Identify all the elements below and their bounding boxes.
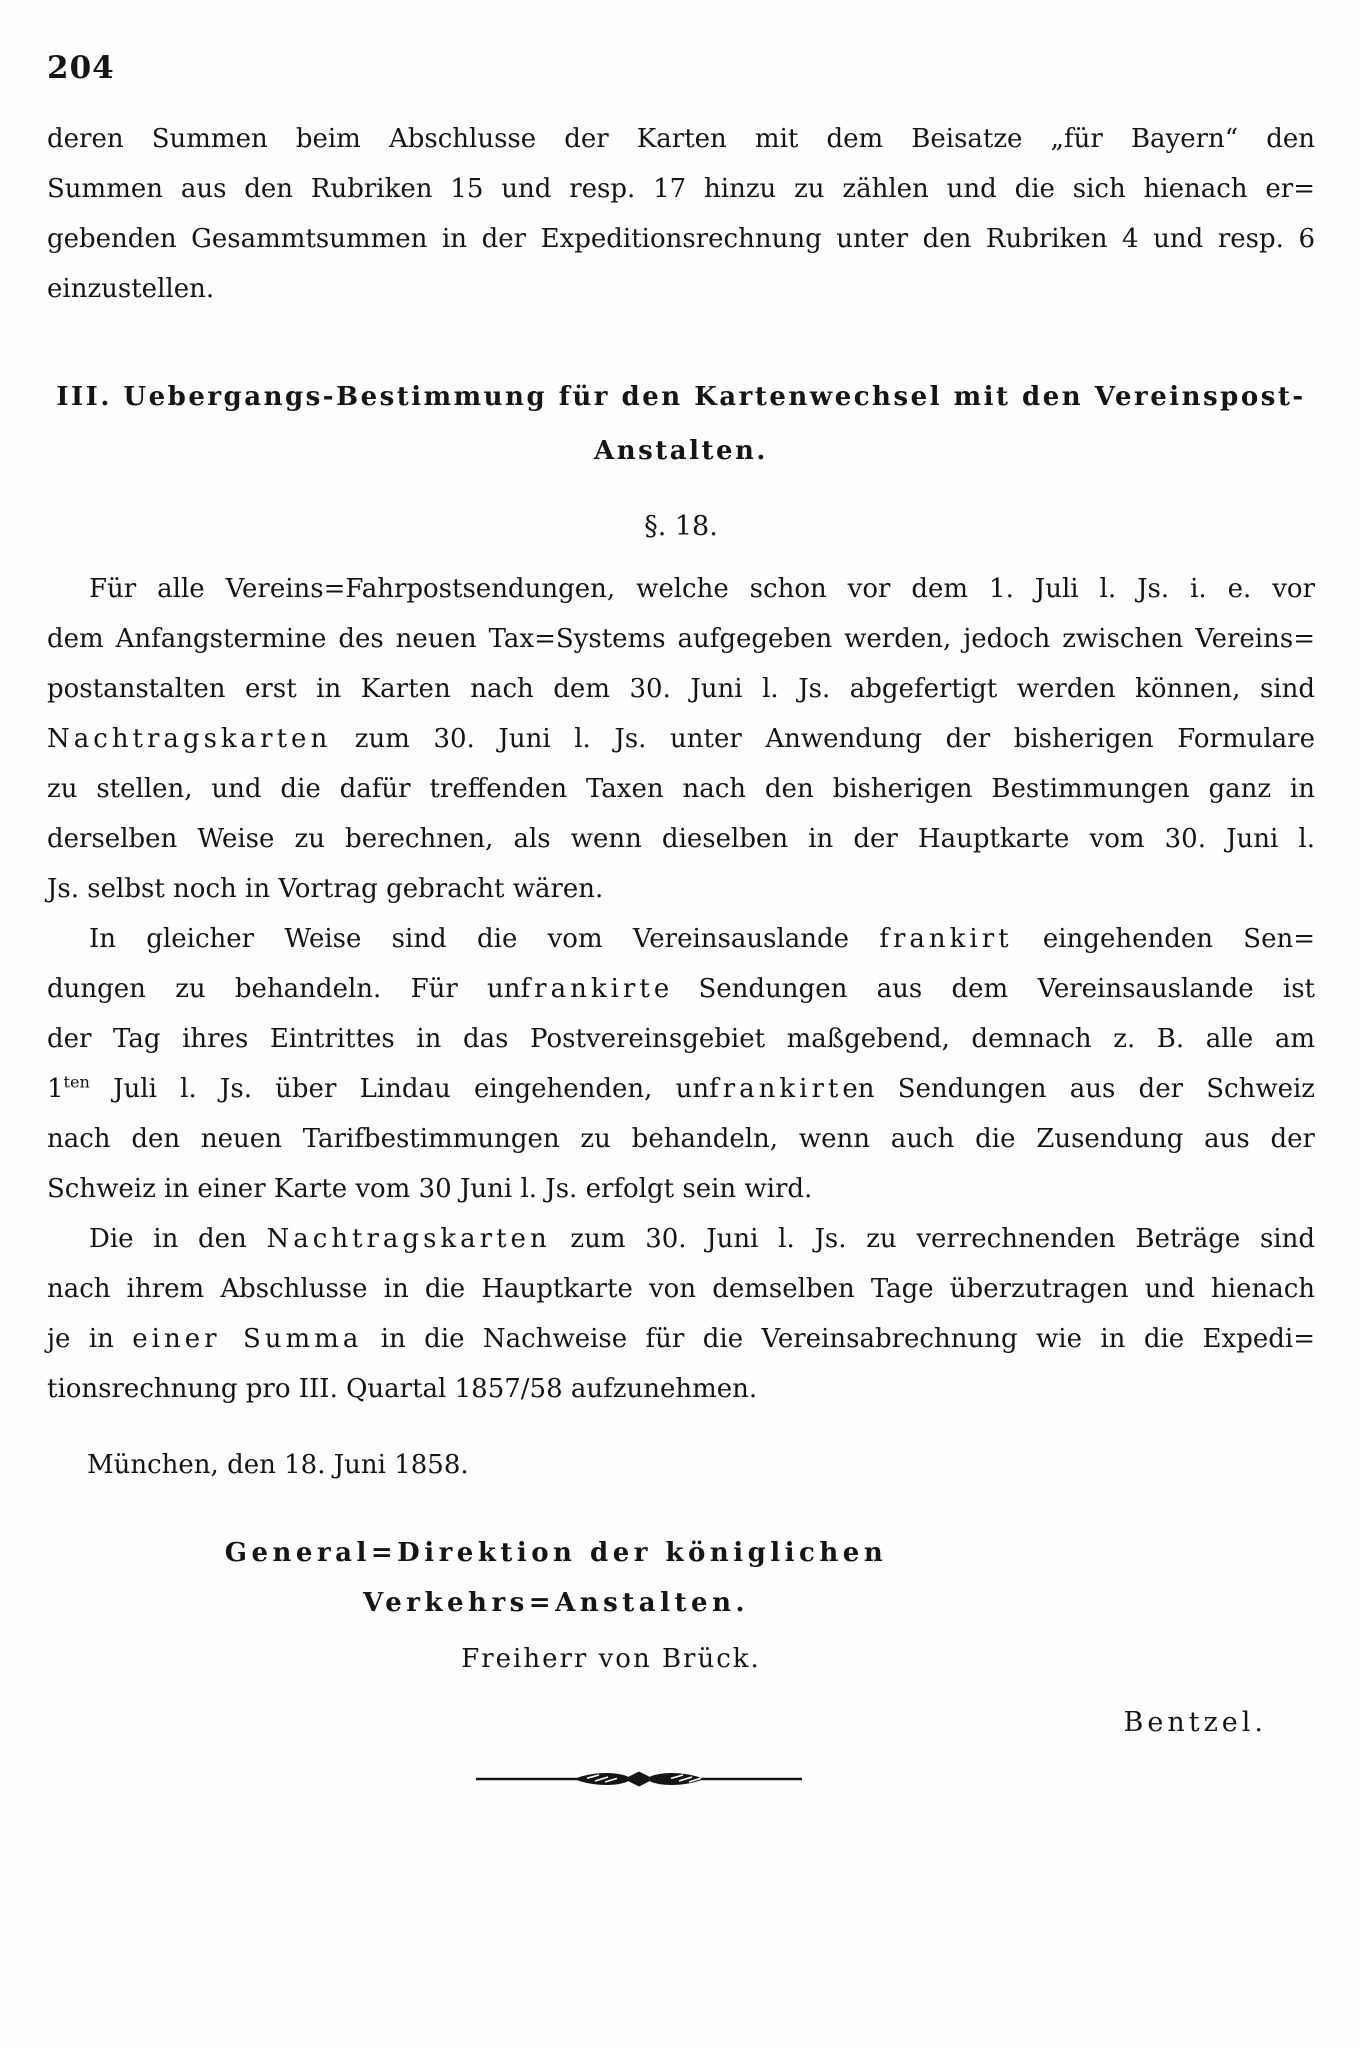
body-paragraph-1 bbox=[47, 564, 1315, 914]
section-body bbox=[47, 564, 1315, 1414]
text-line: einzustellen. bbox=[47, 274, 215, 304]
body-paragraph-2 bbox=[47, 914, 1315, 1214]
text-line: zu stellen, und die dafür treffenden Taxen nach den bisherigen Bestimmungen ganz in bbox=[47, 774, 1315, 804]
text-line: derselben Weise zu berechnen, als wenn dieselben in der Hauptkarte vom 30. Juni l. bbox=[47, 824, 1315, 854]
section-heading bbox=[47, 370, 1315, 478]
text-line: der Tag ihres Eintrittes in das Postvereinsgebiet maßgebend, demnach z. B. alle am bbox=[47, 1024, 1315, 1054]
text-line: dungen zu behandeln. Für unfrankirte Sendungen aus dem Vereinsauslande ist bbox=[47, 974, 1316, 1004]
text-line: tionsrechnung pro III. Quartal 1857/58 aufzunehmen. bbox=[47, 1374, 758, 1404]
intro-paragraph bbox=[47, 114, 1315, 314]
signature-countersigner: Bentzel. bbox=[1123, 1707, 1267, 1738]
text-line: $1^{ten}$ Juli l. Js. über Lindau eingehenden, unfrankirten Sendungen aus der Schweiz bbox=[47, 1072, 1315, 1104]
signature-institution: General=Direktion der königlichen Verkehrs=Anstalten. bbox=[224, 1538, 888, 1618]
text-line: Für alle Vereins=Fahrpostsendungen, welche schon vor dem 1. Juli l. Js. i. e. vor bbox=[89, 574, 1315, 604]
text-line: Js. selbst noch in Vortrag gebracht wären. bbox=[47, 874, 604, 904]
text-line: postanstalten erst in Karten nach dem 30. Juni l. Js. abgefertigt werden können, sind bbox=[47, 674, 1315, 704]
swelled-rule-ornament-icon bbox=[474, 1770, 804, 1788]
divider-ornament bbox=[47, 1770, 1315, 1788]
text-line: Die in den Nachtragskarten zum 30. Juni l. Js. zu verrechnenden Beträge sind bbox=[89, 1224, 1315, 1254]
signature-signer: Freiherr von Brück. bbox=[461, 1644, 761, 1674]
paragraph-sign: §. 18. bbox=[644, 511, 718, 542]
page-number: 204 bbox=[47, 50, 115, 86]
text-line: Schweiz in einer Karte vom 30 Juni l. Js. erfolgt sein wird. bbox=[47, 1174, 813, 1204]
body-paragraph-3 bbox=[47, 1214, 1315, 1414]
text-line: In gleicher Weise sind die vom Vereinsauslande frankirt eingehenden Sen= bbox=[89, 924, 1315, 954]
text-line: nach den neuen Tarifbestimmungen zu behandeln, wenn auch die Zusendung aus der bbox=[47, 1124, 1315, 1154]
text-line: gebenden Gesammtsummen in der Expeditionsrechnung unter den Rubriken 4 und resp. 6 bbox=[47, 224, 1315, 254]
text-line: dem Anfangstermine des neuen Tax=Systems aufgegeben werden, jedoch zwischen Vereins= bbox=[47, 624, 1315, 654]
text-line: Nachtragskarten zum 30. Juni l. Js. unter Anwendung der bisherigen Formulare bbox=[47, 724, 1315, 754]
section-heading-line-2: Anstalten. bbox=[594, 436, 768, 466]
text-line: Summen aus den Rubriken 15 und resp. 17 hinzu zu zählen und die sich hienach er= bbox=[47, 174, 1315, 204]
text-line: nach ihrem Abschlusse in die Hauptkarte von demselben Tage überzutragen und hienach bbox=[47, 1274, 1315, 1304]
text-line: deren Summen beim Abschlusse der Karten mit dem Beisatze „für Bayern“ den bbox=[47, 124, 1315, 154]
section-heading-line-1: III. Uebergangs-Bestimmung für den Kartenwechsel mit den Vereinspost- bbox=[56, 382, 1306, 412]
text-line: je in einer Summa in die Nachweise für die Vereinsabrechnung wie in die Expedi= bbox=[47, 1324, 1315, 1354]
dateline: München, den 18. Juni 1858. bbox=[87, 1450, 469, 1480]
